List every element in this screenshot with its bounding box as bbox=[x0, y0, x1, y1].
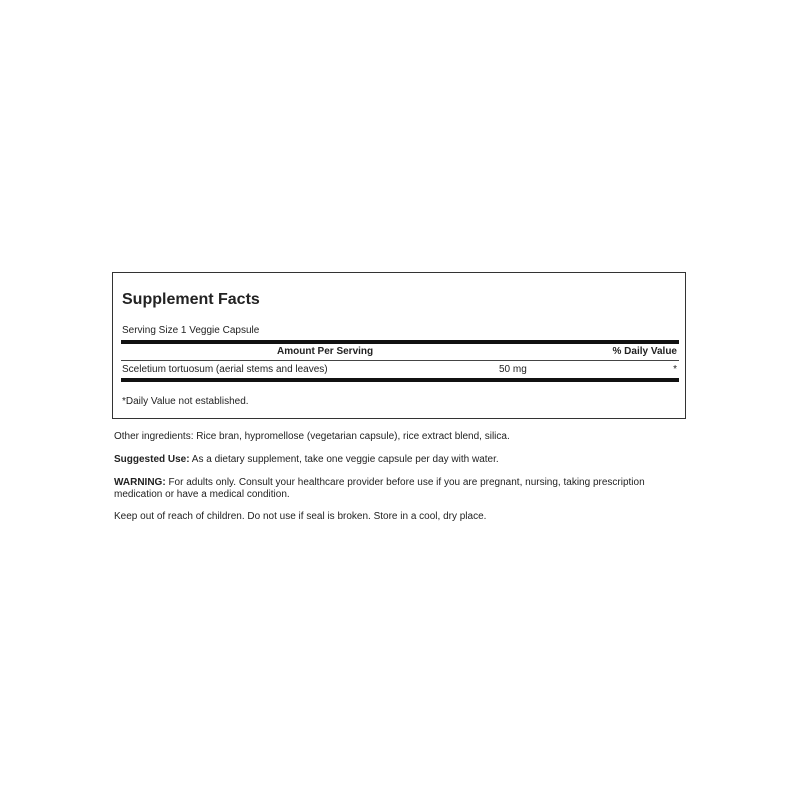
thick-divider-bottom bbox=[121, 378, 679, 382]
supplement-facts-panel bbox=[112, 272, 686, 419]
header-daily-value: % Daily Value bbox=[612, 346, 677, 357]
serving-size: Serving Size 1 Veggie Capsule bbox=[122, 325, 260, 336]
table-row bbox=[121, 364, 679, 378]
warning bbox=[114, 477, 694, 501]
warning-text: For adults only. Consult your healthcare provider before use if you are pregnant, nursing, taking prescription medication or have a medical condition. bbox=[114, 477, 645, 500]
warning-label: WARNING: bbox=[114, 477, 166, 488]
ingredient-amount: 50 mg bbox=[499, 364, 527, 375]
header-amount-per-serving: Amount Per Serving bbox=[277, 346, 374, 357]
suggested-use-label: Suggested Use: bbox=[114, 454, 190, 465]
panel-title: Supplement Facts bbox=[122, 291, 260, 308]
other-ingredients: Other ingredients: Rice bran, hypromellose (vegetarian capsule), rice extract blend, silica. bbox=[114, 431, 510, 442]
ingredient-name: Sceletium tortuosum (aerial stems and leaves) bbox=[122, 364, 328, 375]
suggested-use-text: As a dietary supplement, take one veggie capsule per day with water. bbox=[189, 454, 499, 465]
daily-value-footnote: *Daily Value not established. bbox=[122, 396, 249, 407]
thin-divider bbox=[121, 360, 679, 361]
suggested-use bbox=[114, 454, 694, 466]
ingredient-daily-value: * bbox=[673, 364, 677, 375]
thick-divider-top bbox=[121, 340, 679, 344]
storage-instructions: Keep out of reach of children. Do not use if seal is broken. Store in a cool, dry place. bbox=[114, 511, 487, 522]
table-header-row bbox=[121, 346, 679, 360]
